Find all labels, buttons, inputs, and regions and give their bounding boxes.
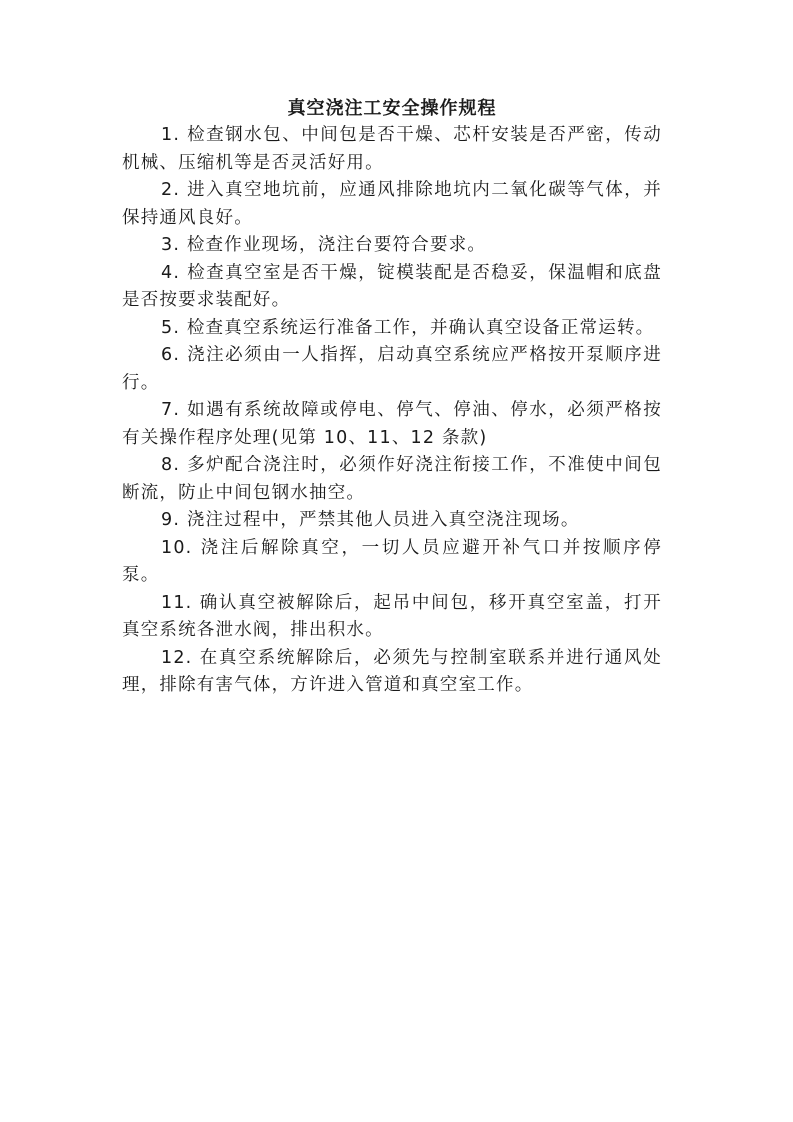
procedure-item-12: 12. 在真空系统解除后，必须先与控制室联系并进行通风处理，排除有害气体，方许进入管道和真空室工作。 xyxy=(122,647,662,695)
procedure-item-3: 3. 检查作业现场，浇注台要符合要求。 xyxy=(161,235,487,255)
procedure-item-10: 10. 浇注后解除真空，一切人员应避开补气口并按顺序停泵。 xyxy=(122,537,662,585)
procedure-item-8: 8. 多炉配合浇注时，必须作好浇注衔接工作，不准使中间包断流，防止中间包钢水抽空。 xyxy=(122,455,662,503)
procedure-list xyxy=(122,122,662,700)
procedure-item-6: 6. 浇注必须由一人指挥，启动真空系统应严格按开泵顺序进行。 xyxy=(122,345,662,393)
document-title: 真空浇注工安全操作规程 xyxy=(287,98,497,119)
procedure-item-11: 11. 确认真空被解除后，起吊中间包，移开真空室盖，打开真空系统各泄水阀，排出积水。 xyxy=(122,592,662,640)
procedure-item-5: 5. 检查真空系统运行准备工作，并确认真空设备正常运转。 xyxy=(161,317,655,338)
procedure-item-4: 4. 检查真空室是否干燥，锭模装配是否稳妥，保温帽和底盘是否按要求装配好。 xyxy=(122,262,662,310)
procedure-item-1: 1. 检查钢水包、中间包是否干燥、芯杆安装是否严密，传动机械、压缩机等是否灵活好用。 xyxy=(122,125,662,173)
document-page xyxy=(122,96,662,700)
procedure-item-9: 9. 浇注过程中，严禁其他人员进入真空浇注现场。 xyxy=(161,510,580,530)
procedure-item-7: 7. 如遇有系统故障或停电、停气、停油、停水，必须严格按有关操作程序处理(见第 10、11、12 条款) xyxy=(122,400,662,448)
procedure-item-2: 2. 进入真空地坑前，应通风排除地坑内二氧化碳等气体，并保持通风良好。 xyxy=(122,180,662,228)
